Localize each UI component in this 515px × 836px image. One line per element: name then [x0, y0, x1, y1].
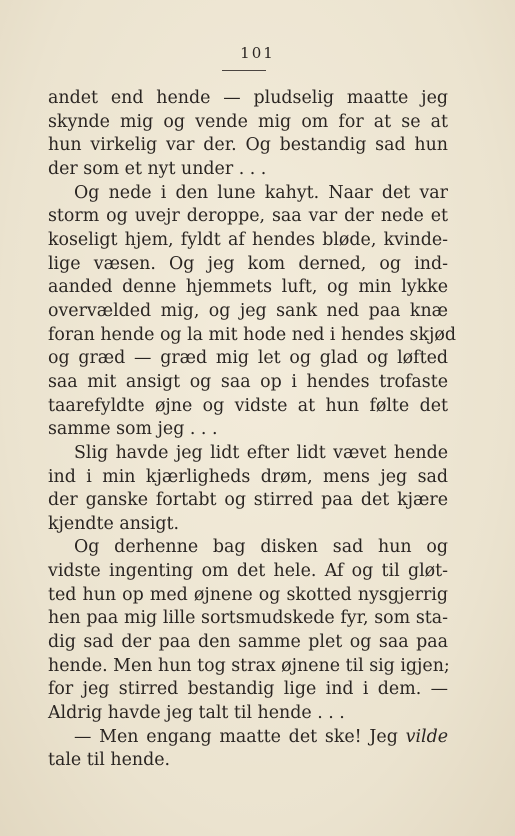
text-line: for jeg stirred bestandig lige ind i dem. —	[48, 679, 448, 700]
text-line: lige væsen. Og jeg kom derned, og ind-	[48, 253, 448, 274]
text-line: Slig havde jeg lidt efter lidt vævet hende	[74, 442, 448, 463]
text-line: skynde mig og vende mig om for at se at	[48, 111, 448, 132]
text-line: hun virkelig var der. Og bestandig sad hun	[48, 135, 448, 156]
text-line: hen paa mig lille sortsmudskede fyr, som sta-	[48, 608, 448, 629]
text-line: samme som jeg . . .	[48, 419, 218, 440]
text-line: taarefyldte øjne og vidste at hun følte det	[48, 395, 448, 416]
text-line: ind i min kjærligheds drøm, mens jeg sad	[48, 466, 448, 487]
text-line: koseligt hjem, fyldt af hendes bløde, kvinde-	[48, 229, 448, 250]
text-run: — Men engang maatte det ske! Jeg	[74, 726, 406, 747]
text-line: ted hun op med øjnene og skotted nysgjerrig	[48, 584, 448, 605]
text-line: og græd — græd mig let og glad og løfted	[48, 348, 448, 369]
text-line: der som et nyt under . . .	[48, 158, 267, 179]
text-line: Og derhenne bag disken sad hun og	[74, 537, 448, 558]
text-line: dig sad der paa den samme plet og saa paa	[48, 632, 448, 653]
header-rule	[222, 70, 266, 71]
text-line: der ganske fortabt og stirred paa det kjære	[48, 490, 448, 511]
text-line: overvælded mig, og jeg sank ned paa knæ	[48, 300, 448, 321]
text-line: tale til hende.	[48, 750, 171, 771]
text-line: storm og uvejr deroppe, saa var der nede et	[48, 206, 448, 227]
text-line: andet end hende — pludselig maatte jeg	[48, 88, 448, 108]
page-number: 101	[240, 44, 275, 62]
text-line: aanded denne hjemmets luft, og min lykke	[48, 277, 448, 298]
text-line: kjendte ansigt.	[48, 513, 180, 534]
text-line: Og nede i den lune kahyt. Naar det var	[74, 182, 448, 203]
text-line	[48, 726, 448, 750]
text-line: vidste ingenting om det hele. Af og til gløt-	[48, 561, 448, 582]
text-line: Aldrig havde jeg talt til hende . . .	[48, 703, 345, 724]
text-line: hende. Men hun tog strax øjnene til sig igjen;	[48, 655, 450, 676]
body-text	[48, 87, 457, 773]
emphasized-word: vilde	[405, 726, 448, 747]
text-line: foran hende og la mit hode ned i hendes skjød	[48, 324, 457, 345]
text-line: saa mit ansigt og saa op i hendes trofaste	[48, 371, 448, 392]
